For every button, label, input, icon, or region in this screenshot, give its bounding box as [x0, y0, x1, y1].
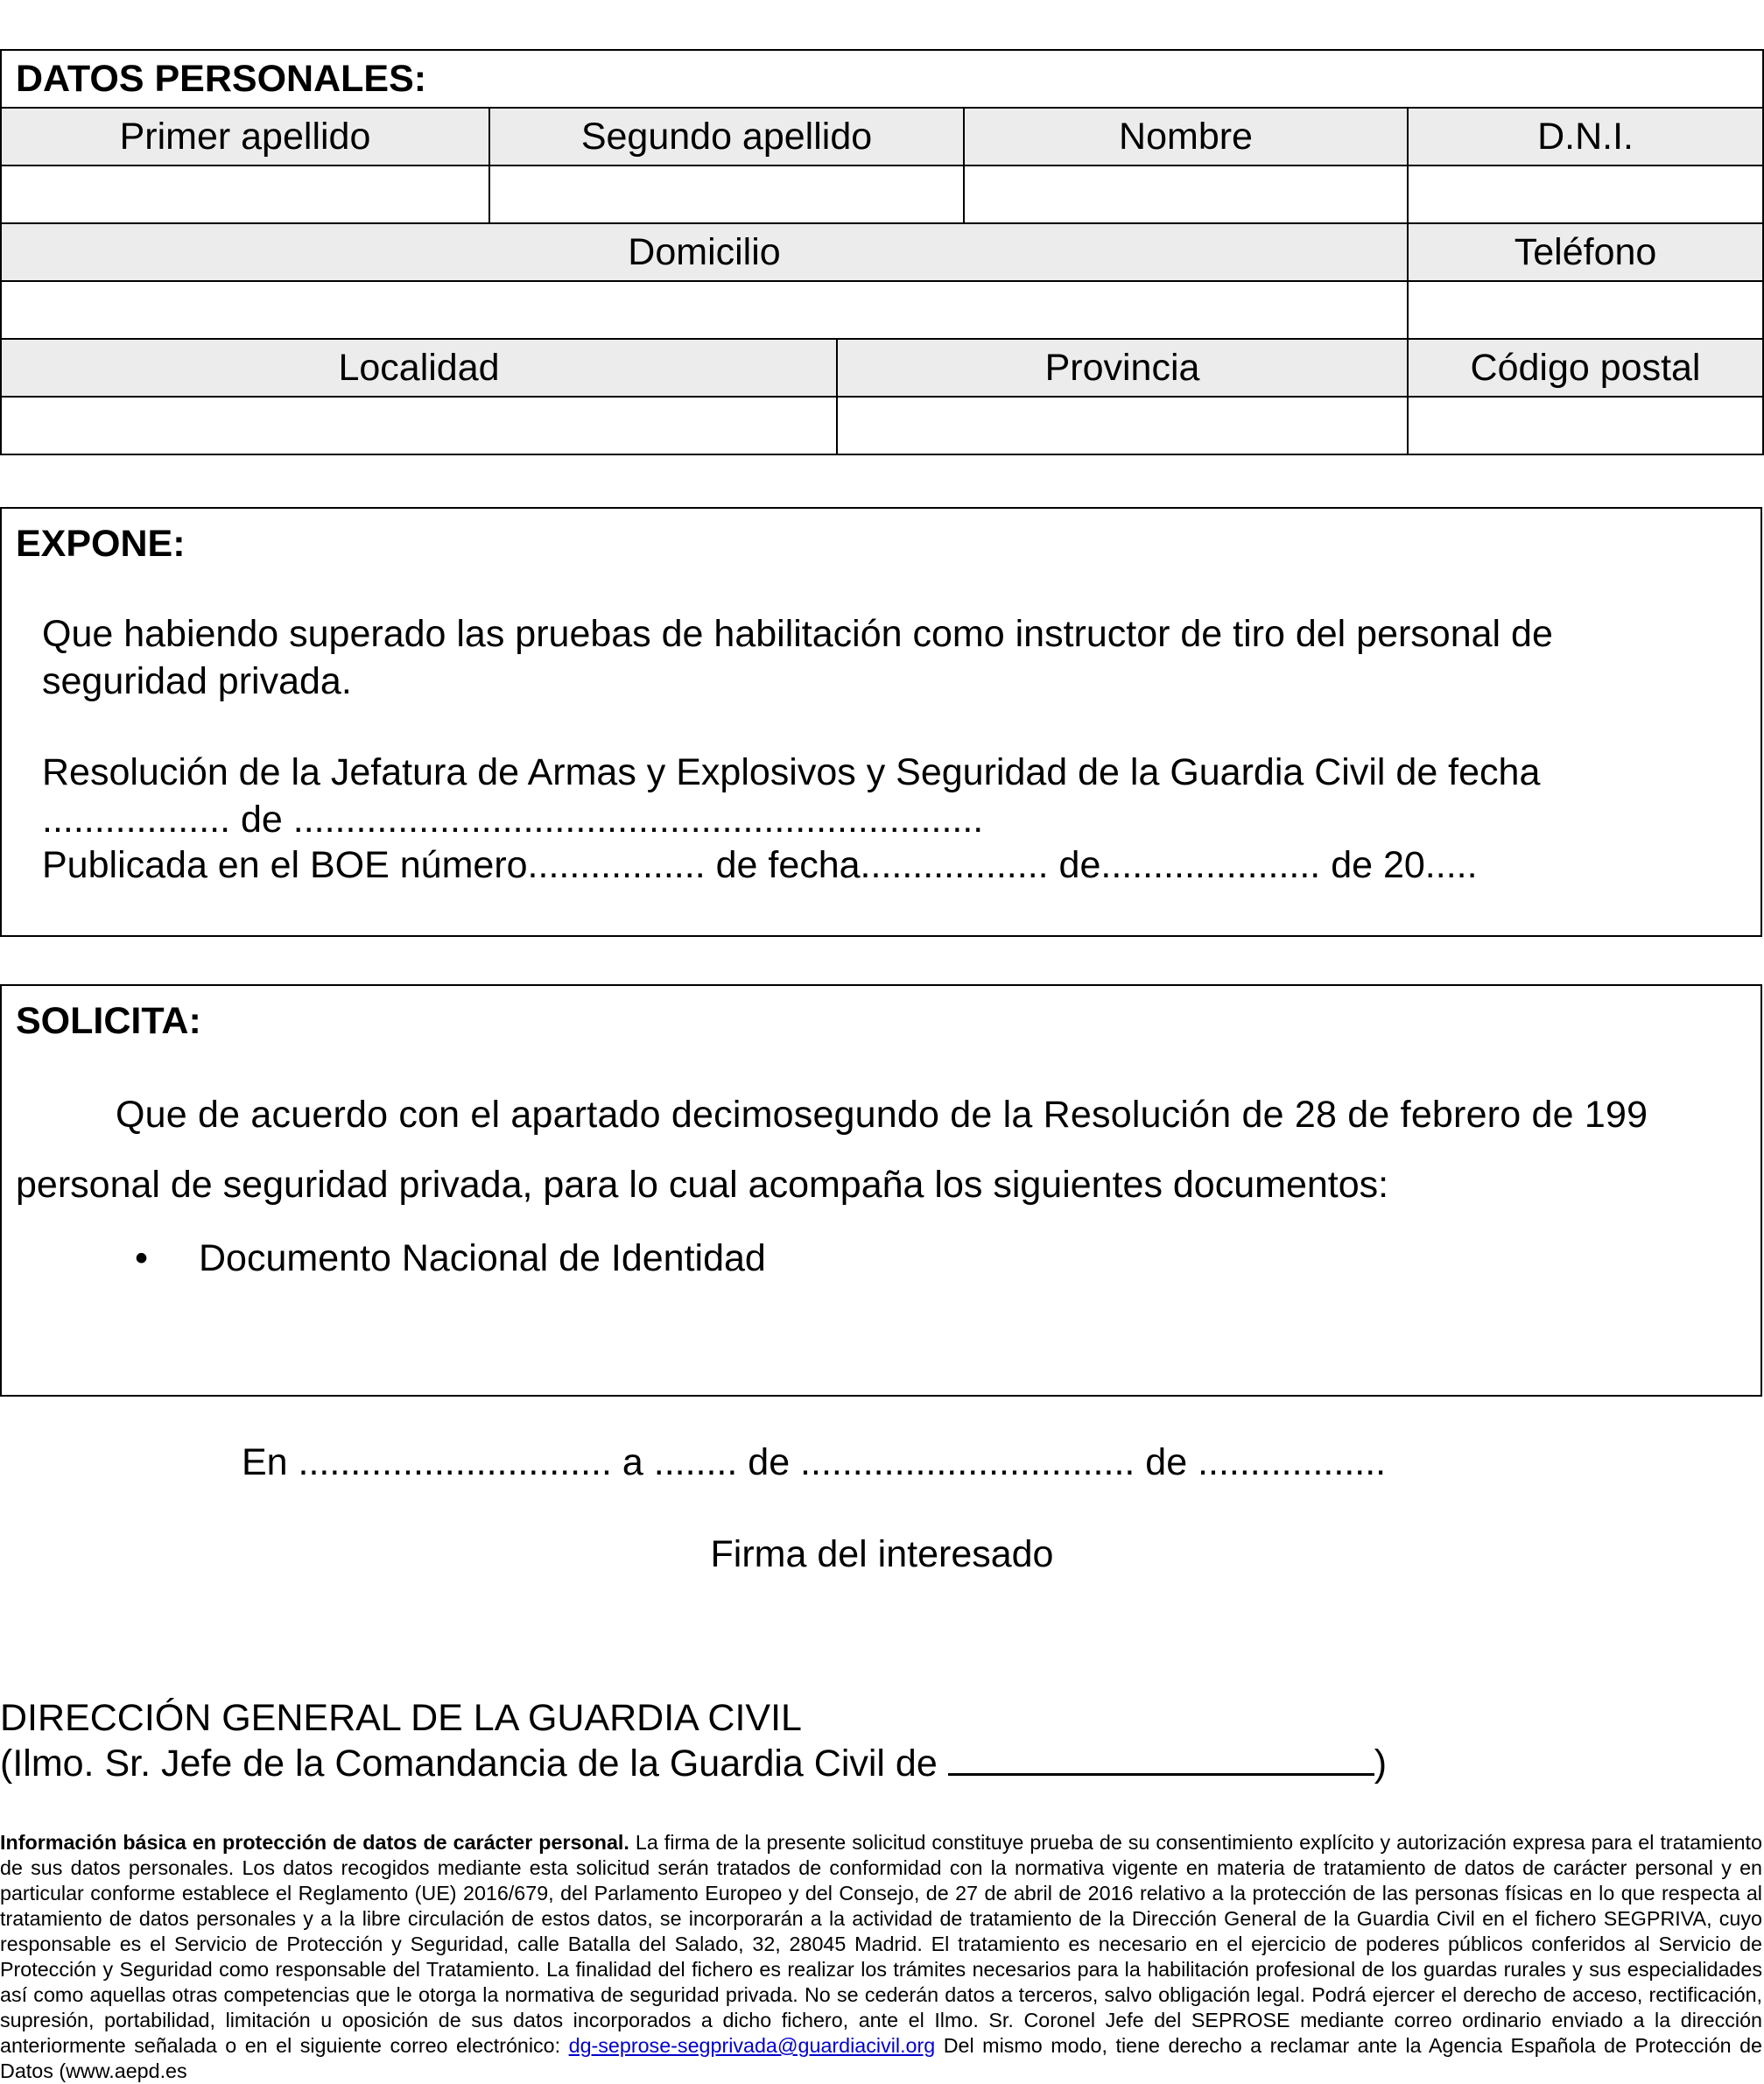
- expone-title: EXPONE:: [16, 523, 186, 565]
- solicita-title: SOLICITA:: [16, 1000, 201, 1042]
- solicita-bullet-1: Documento Nacional de Identidad: [199, 1237, 766, 1279]
- datos-personales-title: DATOS PERSONALES:: [1, 50, 1763, 108]
- direccion-line-2: [0, 1743, 1387, 1785]
- expone-box: [0, 507, 1762, 937]
- expone-line-5: Publicada en el BOE número................. de fecha.................. de..................... de 20.....: [42, 844, 1478, 886]
- direccion-line-1: DIRECCIÓN GENERAL DE LA GUARDIA CIVIL: [0, 1697, 802, 1739]
- field-dni[interactable]: [1408, 165, 1763, 223]
- expone-line-3: Resolución de la Jefatura de Armas y Explosivos y Seguridad de la Guardia Civil de fecha: [42, 751, 1541, 793]
- firma-interesado: Firma del interesado: [710, 1533, 1054, 1575]
- field-codigo-postal[interactable]: [1408, 397, 1763, 454]
- field-nombre[interactable]: [964, 165, 1408, 223]
- expone-line-4: .................. de ..................................................................: [42, 799, 984, 841]
- expone-line-1: Que habiendo superado las pruebas de habilitación como instructor de tiro del personal de: [42, 613, 1553, 655]
- solicita-box: [0, 984, 1762, 1397]
- field-primer-apellido[interactable]: [1, 165, 489, 223]
- header-dni: D.N.I.: [1408, 108, 1763, 165]
- field-domicilio[interactable]: [1, 281, 1408, 339]
- fecha-line: En .............................. a ........ de ................................ de ..................: [242, 1441, 1387, 1483]
- field-segundo-apellido[interactable]: [489, 165, 964, 223]
- direccion-line-2-prefix: (Ilmo. Sr. Jefe de la Comandancia de la Guardia Civil de: [0, 1743, 938, 1785]
- header-domicilio: Domicilio: [1, 223, 1408, 281]
- field-provincia[interactable]: [837, 397, 1408, 454]
- bullet-icon: •: [135, 1237, 149, 1279]
- legal-email-link[interactable]: dg-seprose-segprivada@guardiacivil.org: [568, 2034, 936, 2057]
- header-segundo-apellido: Segundo apellido: [489, 108, 964, 165]
- header-nombre: Nombre: [964, 108, 1408, 165]
- header-provincia: Provincia: [837, 339, 1408, 397]
- comandancia-blank[interactable]: [948, 1743, 1374, 1776]
- legal-bold-intro: Información básica en protección de datos de carácter personal.: [0, 1831, 629, 1854]
- field-telefono[interactable]: [1408, 281, 1763, 339]
- header-telefono: Teléfono: [1408, 223, 1763, 281]
- field-localidad[interactable]: [1, 397, 837, 454]
- datos-personales-table: [0, 49, 1764, 455]
- direccion-line-2-suffix: ): [1374, 1743, 1388, 1785]
- legal-text: La firma de la presente solicitud constituye prueba de su consentimiento explícito y autorización expresa para el tratamiento de sus datos personales. Los datos recogidos mediante esta solicitud serán tratados de conformidad con la normativa vigente en materia de tratamiento de datos de carácter personal y en particular conforme establece el Reglamento (UE) 2016/679, del Parlamento Europeo y del Consejo, de 27 de abril de 2016 relativo a la protección de las personas físicas en lo que respecta al tratamiento de datos personales y a la libre circulación de estos datos, se incorporarán a la actividad de tratamiento de la Dirección General de la Guardia Civil en el fichero SEGPRIVA, cuyo responsable es el Servicio de Protección y Seguridad, calle Batalla del Salado, 32, 28045 Madrid. El tratamiento es necesario en el ejercicio de poderes públicos conferidos al Servicio de Protección y Seguridad como responsable del Tratamiento. La finalidad del fichero es realizar los trámites necesarios para la habilitación profesional de los guardas rurales y sus especialidades así como aquellas otras competencias que le otorga la normativa de seguridad privada. No se cederán datos a terceros, salvo obligación legal. Podrá ejercer el derecho de acceso, rectificación, supresión, portabilidad, limitación u oposición de sus datos incorporados a dicho fichero, ante el Ilmo. Sr. Coronel Jefe del SEPROSE mediante correo ordinario enviado a la dirección anteriormente señalada o en el siguiente correo electrónico:: [0, 1831, 1762, 2057]
- legal-notice: [0, 1830, 1762, 2084]
- solicita-line-1: Que de acuerdo con el apartado decimosegundo de la Resolución de 28 de febrero de 199: [116, 1094, 1648, 1136]
- solicita-line-2: personal de seguridad privada, para lo cual acompaña los siguientes documentos:: [16, 1164, 1389, 1206]
- header-codigo-postal: Código postal: [1408, 339, 1763, 397]
- header-primer-apellido: Primer apellido: [1, 108, 489, 165]
- header-localidad: Localidad: [1, 339, 837, 397]
- expone-line-2: seguridad privada.: [42, 660, 352, 702]
- legal-tail: Del mismo modo, tiene derecho a reclamar ante la Agencia Española de Protección de Datos (www.aepd.es: [0, 2034, 1763, 2082]
